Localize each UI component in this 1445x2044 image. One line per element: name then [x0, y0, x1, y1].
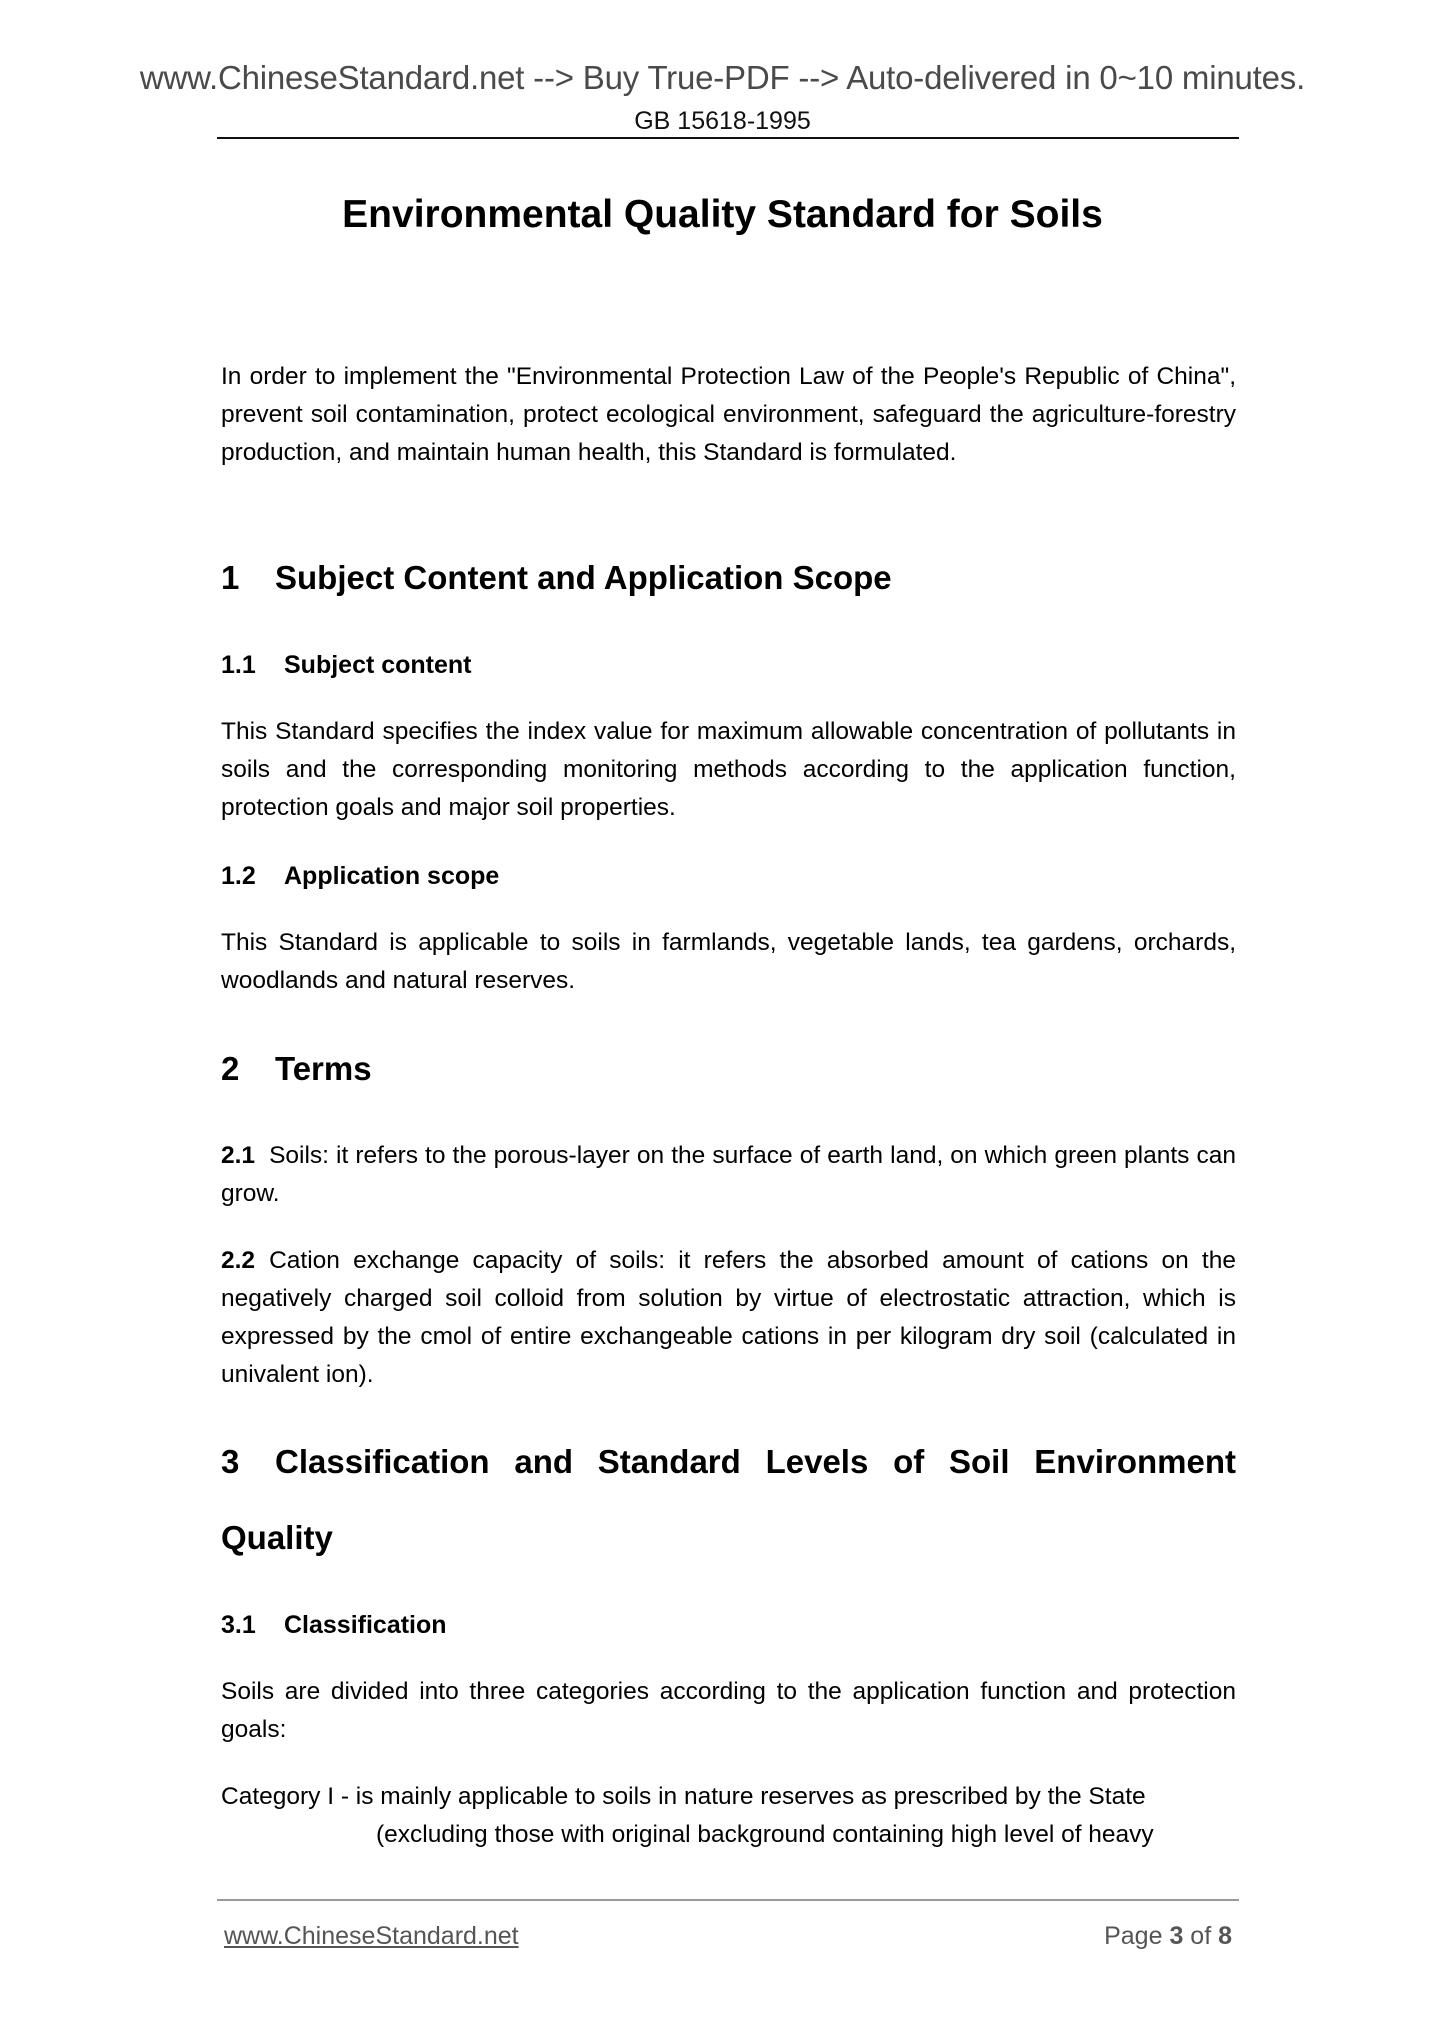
section-number: 1	[221, 559, 240, 596]
section-title: Terms	[275, 1050, 372, 1087]
intro-paragraph: In order to implement the "Environmental Protection Law of the People's Republic of China", prevent soil contamination, protect ecological environment, safeguard the agriculture-forestry production, and maintain human health, this Standard is formulated.	[221, 363, 1236, 466]
header-divider	[217, 137, 1239, 139]
subsection-1-1-text: This Standard specifies the index value for maximum allowable concentration of pollutants in soils and the corresponding monitoring methods according to the application function, protection goals and major soil properties.	[221, 718, 1236, 821]
header-promo-banner: www.ChineseStandard.net --> Buy True-PDF --> Auto-delivered in 0~10 minutes.	[139, 59, 1306, 96]
category-1-line-2: (excluding those with original background containing high level of heavy	[376, 1821, 1154, 1848]
page-indicator	[1104, 1920, 1232, 1952]
footer-website-link[interactable]: www.ChineseStandard.net	[224, 1922, 519, 1950]
page-current: 3	[1169, 1922, 1184, 1950]
subsection-3-1-heading	[221, 1608, 1236, 1642]
subsection-1-2-heading	[221, 859, 1236, 893]
section-title: Subject Content and Application Scope	[275, 559, 892, 596]
term-text: Cation exchange capacity of soils: it refers the absorbed amount of cations on the negatively charged soil colloid from solution by virtue of electrostatic attraction, which is expressed by the cmol of entire exchangeable cations in per kilogram dry soil (calculated in univalent ion).	[221, 1247, 1236, 1388]
section-title: Classification and Standard Levels of Soil Environment Quality	[221, 1443, 1236, 1556]
subsection-number: 1.2	[221, 862, 256, 890]
category-1-line-1: Category I - is mainly applicable to soils in nature reserves as prescribed by the State	[221, 1783, 1146, 1810]
section-2-heading	[221, 1047, 1236, 1091]
standard-code: GB 15618-1995	[634, 107, 811, 135]
page-prefix: Page	[1104, 1922, 1170, 1950]
term-2-2	[221, 1242, 1236, 1394]
page-total: 8	[1218, 1922, 1232, 1950]
subsection-title: Classification	[284, 1611, 447, 1639]
subsection-1-1-heading	[221, 648, 1236, 682]
document-title: Environmental Quality Standard for Soils	[342, 193, 1103, 236]
subsection-title: Application scope	[284, 862, 500, 890]
footer-divider	[217, 1899, 1239, 1901]
subsection-number: 3.1	[221, 1611, 256, 1639]
term-text: Soils: it refers to the porous-layer on the surface of earth land, on which green plants can grow.	[221, 1142, 1236, 1207]
subsection-number: 1.1	[221, 651, 256, 679]
section-number: 3	[221, 1443, 240, 1480]
term-number: 2.2	[221, 1247, 256, 1274]
category-1-item	[221, 1778, 1236, 1854]
subsection-title: Subject content	[284, 651, 472, 679]
section-1-heading	[221, 556, 1236, 600]
term-number: 2.1	[221, 1142, 256, 1169]
term-2-1	[221, 1137, 1236, 1213]
subsection-1-2-text: This Standard is applicable to soils in farmlands, vegetable lands, tea gardens, orchards, woodlands and natural reserves.	[221, 929, 1236, 994]
page-mid: of	[1183, 1922, 1219, 1950]
section-number: 2	[221, 1050, 240, 1087]
section-3-heading	[221, 1424, 1236, 1576]
subsection-3-1-text: Soils are divided into three categories according to the application function and protection goals:	[221, 1678, 1236, 1743]
